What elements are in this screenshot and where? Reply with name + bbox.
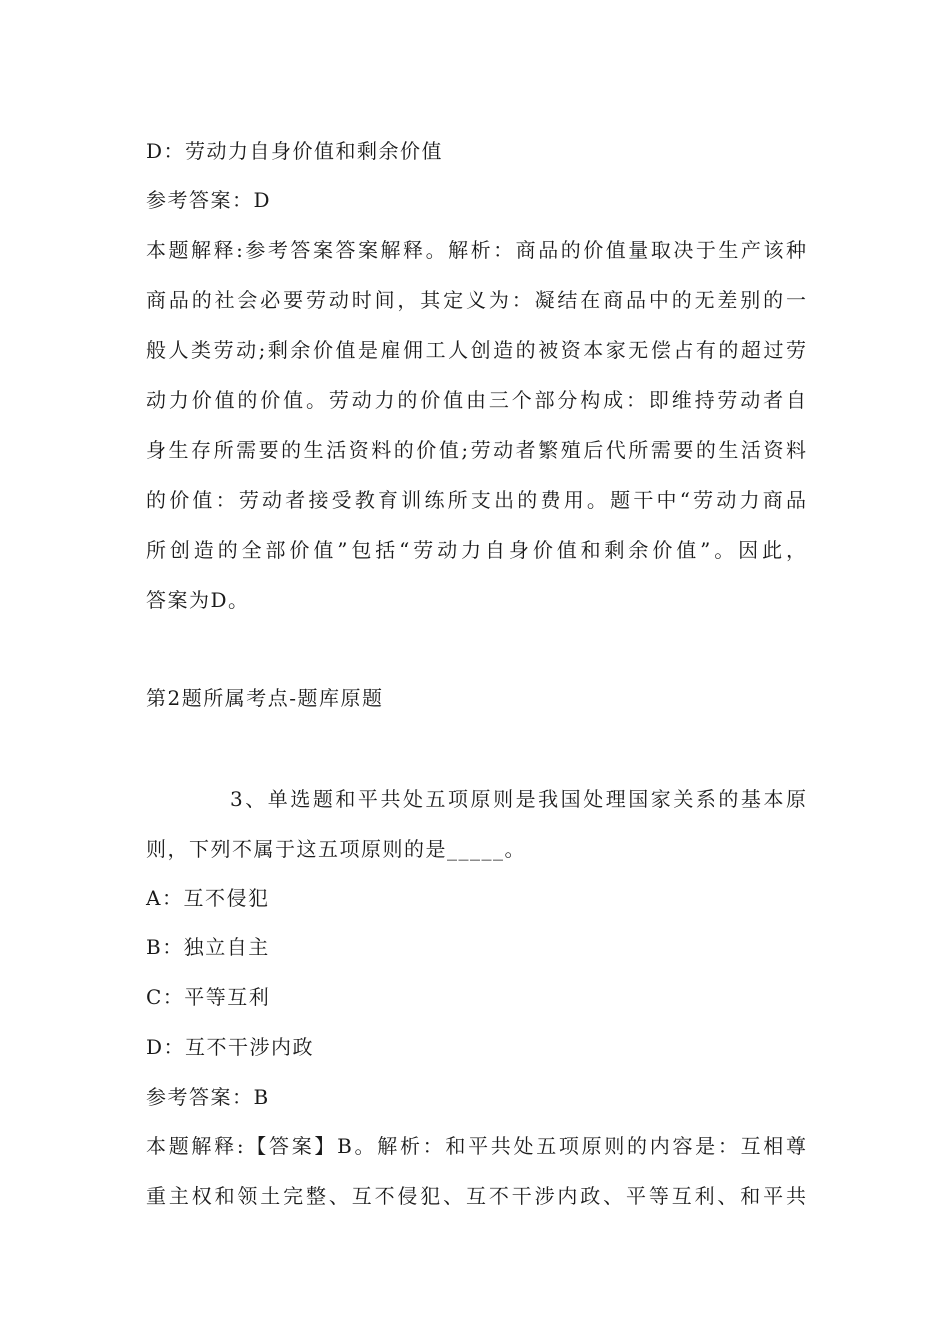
q2-topic: 第2题所属考点-题库原题	[146, 686, 384, 710]
q3-answer: 参考答案：B	[146, 1085, 270, 1109]
q2-explanation-line: 商品的社会必要劳动时间，其定义为：凝结在商品中的无差别的一	[146, 288, 806, 312]
q2-explanation-line: 的价值：劳动者接受教育训练所支出的费用。题干中“劳动力商品	[146, 488, 806, 512]
q2-explanation-line: 动力价值的价值。劳动力的价值由三个部分构成：即维持劳动者自	[146, 388, 806, 412]
q3-stem-line: 3、单选题和平共处五项原则是我国处理国家关系的基本原	[230, 787, 806, 811]
q2-explanation-line: 身生存所需要的生活资料的价值;劳动者繁殖后代所需要的生活资料	[146, 438, 806, 462]
q2-explanation-line: 本题解释:参考答案答案解释。解析：商品的价值量取决于生产该种	[146, 238, 806, 262]
q2-explanation-line: 般人类劳动;剩余价值是雇佣工人创造的被资本家无偿占有的超过劳	[146, 338, 806, 362]
q3-option-b: B：独立自主	[146, 935, 270, 959]
q3-option-c: C：平等互利	[146, 985, 271, 1009]
q2-option-d: D：劳动力自身价值和剩余价值	[146, 139, 444, 163]
q3-option-d: D：互不干涉内政	[146, 1035, 315, 1059]
q2-answer: 参考答案：D	[146, 188, 272, 212]
q3-explanation-line: 重主权和领土完整、互不侵犯、互不干涉内政、平等互利、和平共	[146, 1184, 806, 1208]
q2-explanation-line: 所创造的全部价值”包括“劳动力自身价值和剩余价值”。因此，	[146, 538, 806, 562]
q3-explanation-line: 本题解释:【答案】B。解析：和平共处五项原则的内容是：互相尊	[146, 1134, 806, 1158]
q3-option-a: A：互不侵犯	[146, 886, 270, 910]
q2-explanation-line: 答案为D。	[146, 588, 250, 612]
q3-stem-line: 则，下列不属于这五项原则的是_____。	[146, 837, 526, 861]
